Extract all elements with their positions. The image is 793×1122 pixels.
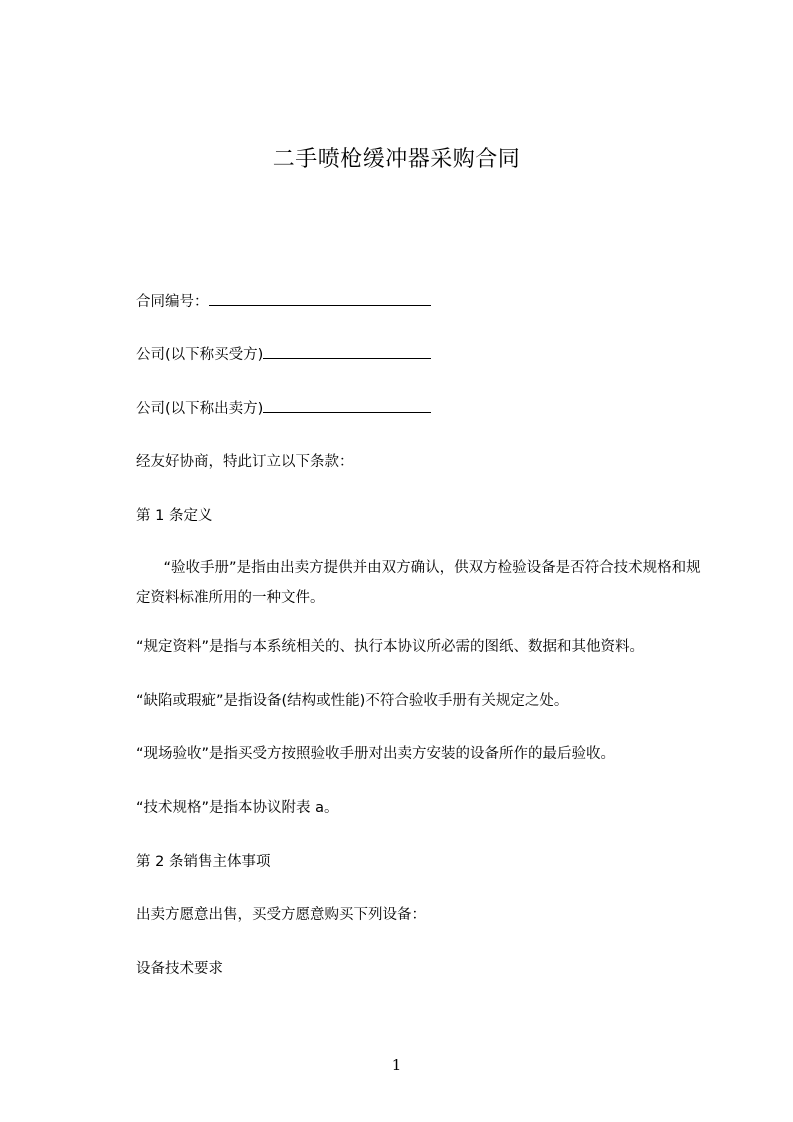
seller-line: [136, 398, 431, 419]
sale-statement: 出卖方愿意出售，买受方愿意购买下列设备：: [136, 907, 426, 923]
definition-site-acceptance: “现场验收”是指买受方按照验收手册对出卖方安装的设备所作的最后验收。: [136, 746, 616, 762]
seller-label: 公司(以下称出卖方): [136, 401, 264, 417]
definition-specified-materials: “规定资料”是指与本系统相关的、执行本协议所必需的图纸、数据和其他资料。: [136, 639, 645, 655]
article-1-heading: 第 1 条定义: [136, 508, 213, 524]
intro-text: 经友好协商，特此订立以下条款：: [136, 454, 354, 470]
document-title: 二手喷枪缓冲器采购合同: [272, 147, 521, 172]
seller-blank: [263, 398, 431, 413]
buyer-line: [136, 344, 431, 365]
contract-number-blank: [209, 291, 431, 306]
contract-number-line: [136, 291, 431, 312]
equipment-requirements-heading: 设备技术要求: [136, 961, 223, 977]
definition-technical-spec: “技术规格”是指本协议附表 a。: [136, 800, 339, 816]
definition-acceptance-manual: “验收手册”是指由出卖方提供并由双方确认，供双方检验设备是否符合技术规格和规定资料标准所用的一种文件。: [136, 560, 701, 606]
article-2-heading: 第 2 条销售主体事项: [136, 854, 271, 870]
buyer-blank: [263, 344, 431, 359]
page-number: 1: [391, 1056, 402, 1074]
definition-defect: “缺陷或瑕疵”是指设备(结构或性能)不符合验收手册有关规定之处。: [136, 693, 569, 709]
buyer-label: 公司(以下称买受方): [136, 347, 264, 363]
contract-number-label: 合同编号：: [136, 294, 209, 310]
